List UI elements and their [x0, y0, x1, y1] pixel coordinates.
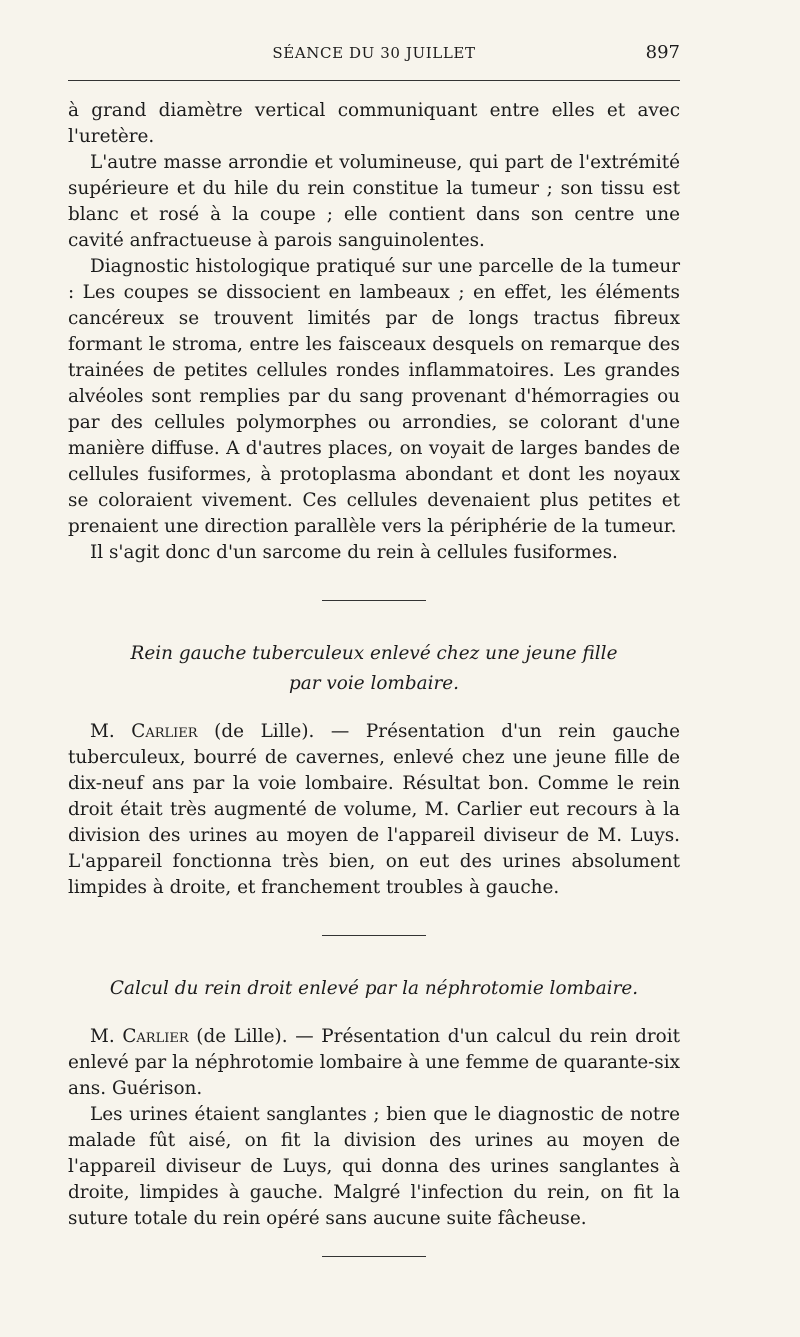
- header-rule: [68, 80, 680, 81]
- section-tuberculous-kidney: [68, 639, 680, 901]
- paragraph: à grand diamètre vertical communiquant entre elles et avec l'uretère.: [68, 100, 680, 147]
- section-tumor-description: [68, 98, 680, 566]
- paragraph: [68, 1024, 680, 1102]
- page-number: 897: [645, 42, 680, 63]
- paragraph: L'autre masse arrondie et volumineuse, qui part de l'extrémité supérieure et du hile du rein constitue la tumeur ; son tissu est blanc et rosé à la coupe ; elle contient dans son centre une cavité anfractueuse à parois sanguinolentes.: [68, 152, 680, 251]
- paragraph-text: (de Lille). — Présentation d'un calcul du rein droit enlevé par la néphrotomie lombaire à une femme de quarante-six ans. Guérison.: [68, 1026, 680, 1099]
- paragraph-text: (de Lille). — Présentation d'un rein gauche tuberculeux, bourré de cavernes, enlevé chez une jeune fille de dix-neuf ans par la voie lombaire. Résultat bon. Comme le rein droit était très augmenté de volume, M. Carlier eut recours à la division des urines au moyen de l'appareil diviseur de M. Luys. L'appareil fonctionna très bien, on eut des urines absolument limpides à droite, et franchement troubles à gauche.: [68, 721, 680, 898]
- section-divider: [322, 600, 426, 601]
- section-divider: [322, 1256, 426, 1257]
- page-body: [68, 98, 680, 1295]
- page-header: [68, 38, 680, 74]
- speaker-name: M. Carlier: [90, 1026, 189, 1047]
- speaker-name: M. Carlier: [90, 721, 198, 742]
- title-line: par voie lombaire.: [289, 673, 459, 694]
- section-kidney-stone: [68, 974, 680, 1232]
- paragraph: Il s'agit donc d'un sarcome du rein à cellules fusiformes.: [90, 542, 618, 563]
- section-divider: [322, 935, 426, 936]
- section-title: [68, 639, 680, 699]
- paragraph: Diagnostic histologique pratiqué sur une parcelle de la tumeur : Les coupes se dissocient en lambeaux ; en effet, les éléments cancéreux se trouvent limités par de longs tractus fibreux formant le stroma, entre les faisceaux desquels on remarque des trainées de petites cellules rondes inflammatoires. Les grandes alvéoles sont remplies par du sang provenant d'hémorragies ou par des cellules polymorphes ou arrondies, se colorant d'une manière diffuse. A d'autres places, on voyait de larges bandes de cellules fusiformes, à protoplasma abondant et dont les noyaux se coloraient vivement. Ces cellules devenaient plus petites et prenaient une direction parallèle vers la périphérie de la tumeur.: [68, 256, 680, 537]
- paragraph: Les urines étaient sanglantes ; bien que le diagnostic de notre malade fût aisé, on fit la division des urines au moyen de l'appareil diviseur de Luys, qui donna des urines sanglantes à droite, limpides à gauche. Malgré l'infection du rein, on fit la suture totale du rein opéré sans aucune suite fâcheuse.: [68, 1104, 680, 1229]
- running-head: SÉANCE DU 30 JUILLET: [272, 44, 476, 62]
- section-title: Calcul du rein droit enlevé par la néphrotomie lombaire.: [109, 978, 639, 999]
- paragraph: [68, 719, 680, 901]
- title-line: Rein gauche tuberculeux enlevé chez une jeune fille: [130, 643, 618, 664]
